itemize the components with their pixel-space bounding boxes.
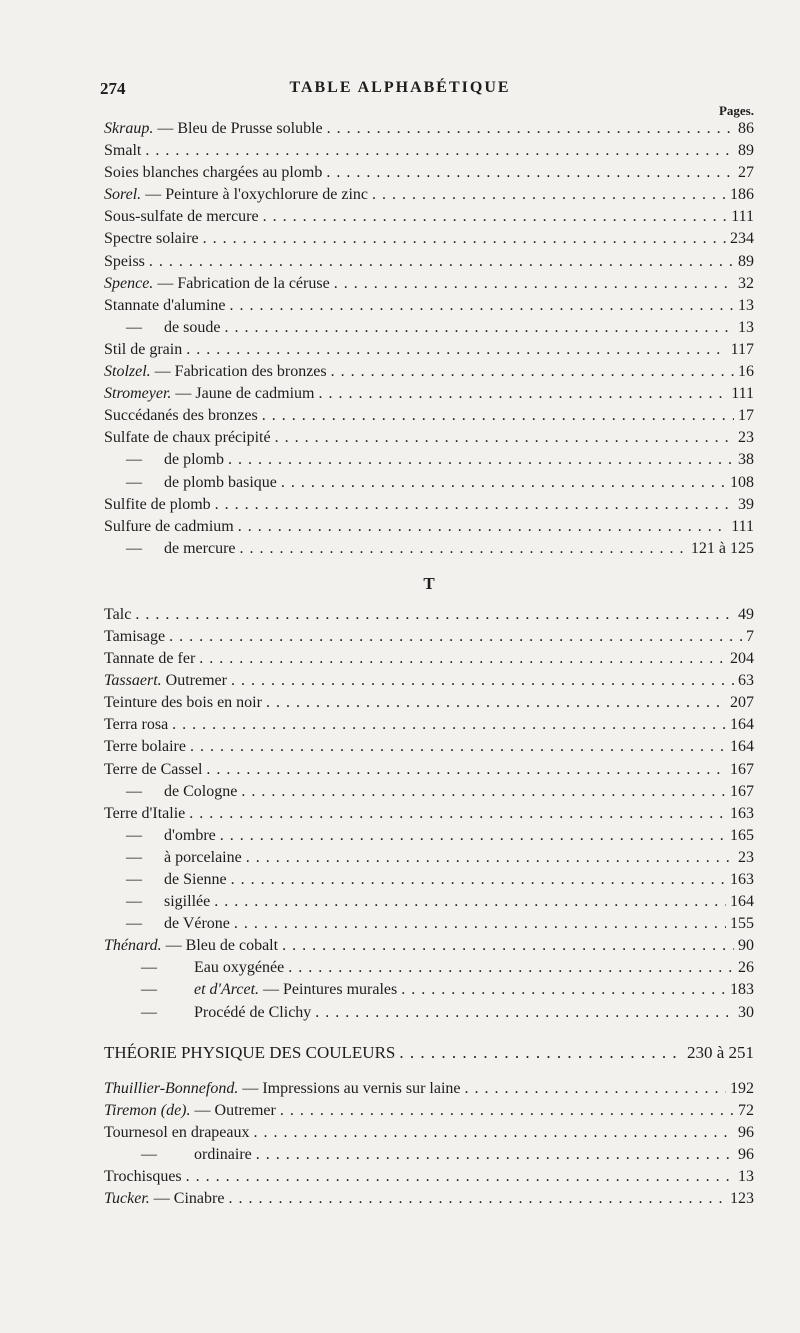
- index-entry: [104, 650, 754, 672]
- leader-dots: [214, 893, 726, 911]
- entry-page: 167: [730, 782, 754, 800]
- index-entry: [104, 827, 754, 849]
- index-entry: [104, 253, 754, 275]
- index-entry: [104, 518, 754, 540]
- leader-dots: [372, 186, 726, 204]
- leader-dots: [224, 319, 734, 337]
- entry-label: Terre d'Italie: [104, 804, 186, 822]
- alphabetical-index: [104, 120, 754, 1212]
- leader-dots: [262, 407, 734, 425]
- entry-page: 89: [738, 252, 754, 270]
- entry-label: — de Vérone: [126, 915, 230, 933]
- entry-page: 30: [738, 1003, 754, 1021]
- entry-page: 123: [730, 1190, 754, 1208]
- entry-label: — de Cologne: [126, 782, 238, 800]
- index-entry: [104, 871, 754, 893]
- entry-label: Spectre solaire: [104, 230, 199, 248]
- index-entry: [104, 385, 754, 407]
- entry-page: 163: [730, 804, 754, 822]
- leader-dots: [186, 341, 726, 359]
- entry-label: Terre de Cassel: [104, 760, 203, 778]
- spacer: [104, 1068, 754, 1080]
- leader-dots: [465, 1080, 726, 1098]
- leader-dots: [231, 871, 726, 889]
- index-entry: [104, 1124, 754, 1146]
- entry-label: — à porcelaine: [126, 848, 242, 866]
- leader-dots: [228, 1190, 726, 1208]
- index-entry: [104, 1190, 754, 1212]
- leader-dots: [275, 429, 734, 447]
- entry-label: — sigillée: [126, 893, 211, 911]
- entry-label: Soies blanches chargées au plomb: [104, 164, 323, 182]
- index-entry: [104, 186, 754, 208]
- entry-page: 183: [730, 981, 754, 999]
- index-entry: [104, 694, 754, 716]
- index-entry: [104, 628, 754, 650]
- entry-label: — et d'Arcet. — Peintures murales: [141, 981, 398, 999]
- leader-dots: [234, 915, 726, 933]
- leader-dots: [172, 716, 726, 734]
- leader-dots: [263, 208, 728, 226]
- index-entry: [104, 1146, 754, 1168]
- index-entry: [104, 981, 754, 1003]
- index-entry: [104, 1038, 754, 1068]
- index-entry: [104, 540, 754, 562]
- running-title: TABLE ALPHABÉTIQUE: [289, 79, 511, 96]
- leader-dots: [190, 738, 726, 756]
- index-entry: [104, 451, 754, 473]
- entry-page: 23: [738, 429, 754, 447]
- entry-label: Tamisage: [104, 627, 166, 645]
- entry-label: THÉORIE PHYSIQUE DES COULEURS: [104, 1042, 396, 1062]
- entry-page: 164: [730, 716, 754, 734]
- index-entry: [104, 297, 754, 319]
- index-entry: [104, 319, 754, 341]
- entry-label: — de soude: [126, 318, 221, 336]
- entry-label: Speiss: [104, 252, 145, 270]
- entry-label: — Procédé de Clichy: [141, 1003, 312, 1021]
- index-entry: [104, 805, 754, 827]
- entry-label: Sorel. — Peinture à l'oxychlorure de zinc: [104, 186, 368, 204]
- entry-page: 192: [730, 1079, 754, 1097]
- entry-label: Thénard. — Bleu de cobalt: [104, 937, 279, 955]
- entry-page: 16: [738, 363, 754, 381]
- index-entry: [104, 275, 754, 297]
- entry-label: Tucker. — Cinabre: [104, 1190, 225, 1208]
- entry-label: — d'ombre: [126, 826, 216, 844]
- leader-dots: [189, 805, 726, 823]
- leader-dots: [215, 496, 734, 514]
- leader-dots: [401, 981, 726, 999]
- index-entry: [104, 606, 754, 628]
- entry-page: 164: [730, 893, 754, 911]
- entry-page: 17: [738, 407, 754, 425]
- index-entry: [104, 1080, 754, 1102]
- entry-page: 108: [730, 473, 754, 491]
- entry-label: Stromeyer. — Jaune de cadmium: [104, 385, 315, 403]
- entry-page: 186: [730, 186, 754, 204]
- leader-dots: [135, 606, 734, 624]
- entry-label: Skraup. — Bleu de Prusse soluble: [104, 120, 323, 137]
- entry-page: 39: [738, 495, 754, 513]
- entry-label: Tiremon (de). — Outremer: [104, 1101, 276, 1119]
- leader-dots: [186, 1168, 734, 1186]
- index-entry: [104, 230, 754, 252]
- entry-page: 38: [738, 451, 754, 469]
- entry-page: 63: [738, 672, 754, 690]
- entry-page: 96: [738, 1145, 754, 1163]
- index-entry: [104, 474, 754, 496]
- entry-page: 164: [730, 738, 754, 756]
- index-entry: [104, 1168, 754, 1190]
- index-entry: [104, 1004, 754, 1026]
- entry-label: Stannate d'alumine: [104, 296, 226, 314]
- entry-page: 26: [738, 959, 754, 977]
- index-entry: [104, 738, 754, 760]
- entry-label: Terra rosa: [104, 716, 169, 734]
- index-entry: [104, 716, 754, 738]
- leader-dots: [231, 672, 734, 690]
- entry-label: Stil de grain: [104, 340, 183, 358]
- entry-label: Thuillier-Bonnefond. — Impressions au vernis sur laine: [104, 1079, 461, 1097]
- leader-dots: [334, 275, 734, 293]
- entry-label: Sulfite de plomb: [104, 495, 211, 513]
- leader-dots: [282, 937, 734, 955]
- entry-page: 234: [730, 230, 754, 248]
- entry-label: — de plomb: [126, 451, 224, 469]
- leader-dots: [145, 142, 734, 160]
- leader-dots: [281, 474, 726, 492]
- entry-label: — ordinaire: [141, 1145, 252, 1163]
- entry-page: 72: [738, 1101, 754, 1119]
- entry-label: Terre bolaire: [104, 738, 186, 756]
- entry-label: — de plomb basique: [126, 473, 277, 491]
- spacer: [104, 1026, 754, 1038]
- entry-label: — Eau oxygénée: [141, 959, 285, 977]
- entry-page: 165: [730, 826, 754, 844]
- entry-label: Sous-sulfate de mercure: [104, 208, 259, 226]
- entry-page: 230 à 251: [686, 1042, 754, 1062]
- entry-page: 111: [731, 385, 754, 403]
- index-entry: [104, 959, 754, 981]
- index-entry: [104, 761, 754, 783]
- index-entry: [104, 164, 754, 186]
- entry-page: 13: [738, 1168, 754, 1186]
- leader-dots: [240, 540, 687, 558]
- leader-dots: [203, 230, 726, 248]
- index-entry: [104, 1102, 754, 1124]
- entry-label: Sulfate de chaux précipité: [104, 429, 271, 447]
- index-entry: [104, 915, 754, 937]
- leader-dots: [318, 385, 727, 403]
- leader-dots: [266, 694, 726, 712]
- entry-label: Tassaert. Outremer: [104, 672, 227, 690]
- leader-dots: [238, 518, 727, 536]
- entry-page: 207: [730, 694, 754, 712]
- entry-label: Tournesol en drapeaux: [104, 1123, 250, 1141]
- pages-column-label: Pages.: [718, 103, 754, 118]
- entry-label: Stolzel. — Fabrication des bronzes: [104, 363, 327, 381]
- entry-label: — de mercure: [126, 539, 236, 557]
- entry-page: 111: [731, 208, 754, 226]
- entry-label: Talc: [104, 605, 132, 623]
- entry-page: 121 à 125: [690, 539, 754, 557]
- entry-label: Smalt: [104, 142, 142, 160]
- entry-page: 204: [730, 650, 754, 668]
- leader-dots: [220, 827, 726, 845]
- entry-page: 32: [738, 274, 754, 292]
- leader-dots: [254, 1124, 735, 1142]
- entry-label: Teinture des bois en noir: [104, 694, 262, 712]
- entry-page: 167: [730, 760, 754, 778]
- index-entry: [104, 849, 754, 871]
- entry-page: 155: [730, 915, 754, 933]
- index-entry: [104, 783, 754, 805]
- leader-dots: [331, 363, 734, 381]
- entry-page: 111: [731, 517, 754, 535]
- leader-dots: [399, 1043, 683, 1063]
- entry-page: 89: [738, 142, 754, 160]
- leader-dots: [230, 297, 734, 315]
- entry-label: Sulfure de cadmium: [104, 517, 234, 535]
- entry-page: 49: [738, 605, 754, 623]
- leader-dots: [199, 650, 726, 668]
- leader-dots: [169, 628, 742, 646]
- entry-label: Tannate de fer: [104, 650, 196, 668]
- leader-dots: [256, 1146, 734, 1164]
- leader-dots: [206, 761, 726, 779]
- entry-page: 163: [730, 871, 754, 888]
- leader-dots: [326, 164, 734, 182]
- entry-label: — de Sienne: [126, 871, 227, 888]
- index-entry: [104, 208, 754, 230]
- index-entry: [104, 893, 754, 915]
- index-entry: [104, 937, 754, 959]
- index-entry: [104, 672, 754, 694]
- index-entry: [104, 407, 754, 429]
- entry-label: Succédanés des bronzes: [104, 407, 258, 425]
- entry-label: Trochisques: [104, 1168, 182, 1186]
- page-number: 274: [100, 79, 126, 98]
- leader-dots: [315, 1004, 734, 1022]
- index-entry: [104, 341, 754, 363]
- entry-page: 7: [746, 627, 754, 645]
- index-entry: [104, 120, 754, 142]
- leader-dots: [149, 253, 734, 271]
- entry-page: 90: [738, 937, 754, 955]
- entry-page: 96: [738, 1123, 754, 1141]
- leader-dots: [288, 959, 734, 977]
- leader-dots: [327, 120, 734, 138]
- entry-page: 117: [730, 340, 754, 358]
- leader-dots: [246, 849, 734, 867]
- entry-page: 13: [738, 296, 754, 314]
- entry-label: Spence. — Fabrication de la céruse: [104, 274, 330, 292]
- leader-dots: [280, 1102, 734, 1120]
- entry-page: 13: [738, 318, 754, 336]
- section-letter: T: [423, 573, 435, 593]
- leader-dots: [241, 783, 726, 801]
- entry-page: 27: [738, 164, 754, 182]
- index-entry: [104, 496, 754, 518]
- leader-dots: [228, 451, 734, 469]
- index-entry: [104, 429, 754, 451]
- index-entry: [104, 363, 754, 385]
- entry-page: 23: [738, 848, 754, 866]
- index-entry: [104, 142, 754, 164]
- entry-page: 86: [738, 120, 754, 137]
